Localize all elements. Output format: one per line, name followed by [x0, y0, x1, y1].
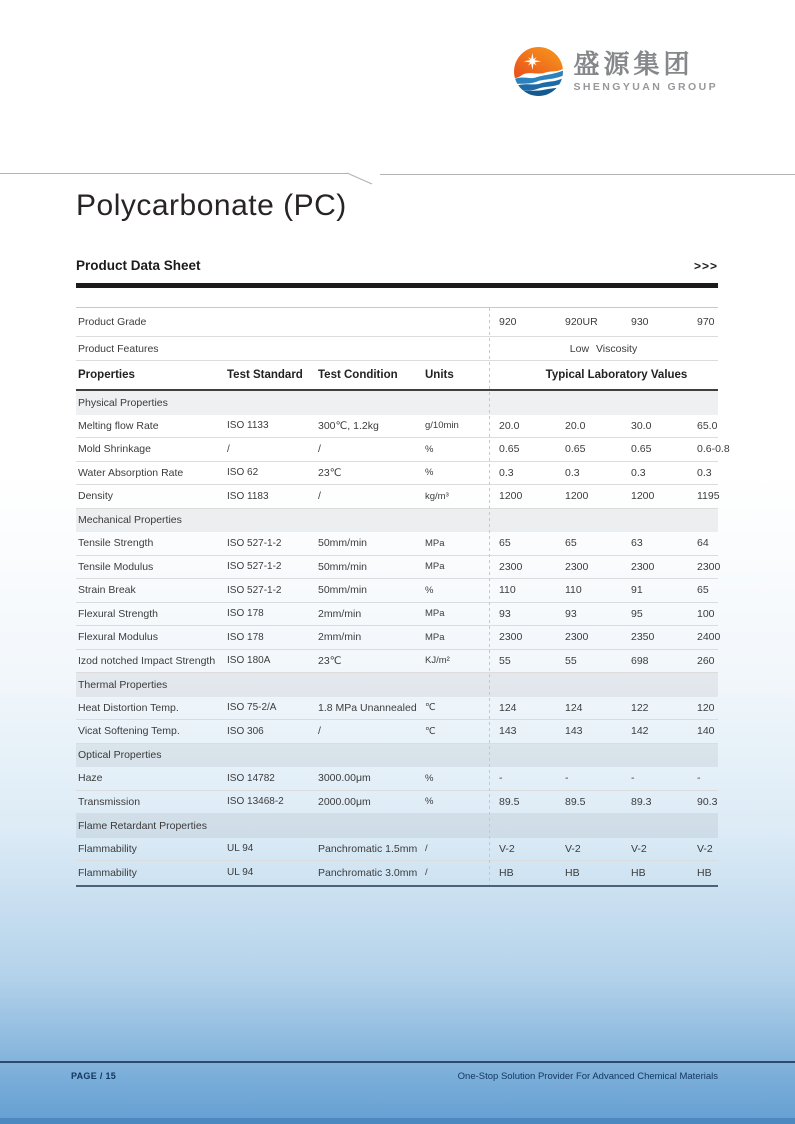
test-condition-cell: /: [318, 443, 321, 456]
grade-value: 930: [631, 316, 649, 328]
value-cell: -: [565, 772, 569, 785]
property-cell: Haze: [78, 772, 103, 785]
test-condition-cell: 23℃: [318, 654, 342, 667]
value-cell: 91: [631, 584, 643, 597]
company-logo: [513, 46, 718, 97]
value-cell: 143: [499, 725, 517, 738]
property-cell: Mold Shrinkage: [78, 443, 151, 456]
values-separator-line: [489, 308, 490, 885]
value-cell: 55: [565, 654, 577, 667]
table-row: [76, 603, 718, 627]
table-row: [76, 791, 718, 815]
property-cell: Flammability: [78, 866, 137, 879]
value-cell: 2300: [499, 631, 523, 644]
col-header-properties: Properties: [78, 369, 135, 381]
property-cell: Water Absorption Rate: [78, 466, 184, 479]
page-number: PAGE / 15: [71, 1071, 117, 1081]
table-row: [76, 556, 721, 580]
units-cell: ℃: [425, 725, 436, 737]
property-cell: Izod notched Impact Strength: [78, 654, 216, 667]
test-standard-cell: UL 94: [227, 867, 254, 879]
test-standard-cell: ISO 1133: [227, 420, 269, 432]
value-cell: 0.65: [499, 443, 520, 456]
data-sheet-table: [76, 307, 730, 887]
property-cell: Tensile Strength: [78, 537, 154, 550]
units-cell: %: [425, 796, 434, 808]
value-cell: 1195: [697, 490, 720, 503]
units-cell: MPa: [425, 537, 445, 549]
value-cell: 89.3: [631, 795, 652, 808]
value-cell: HB: [565, 866, 580, 879]
section-header-row: [76, 391, 718, 415]
table-row: [76, 579, 718, 603]
value-cell: 0.6-0.8: [697, 443, 730, 456]
property-cell: Flexural Strength: [78, 607, 158, 620]
value-cell: 2300: [631, 560, 655, 573]
value-cell: 2300: [697, 560, 721, 573]
footer-rule: [0, 1061, 795, 1063]
product-features-value: Low Viscosity: [569, 342, 638, 355]
section-header-row: [76, 744, 718, 768]
units-cell: kg/m³: [425, 490, 449, 502]
value-cell: 122: [631, 701, 649, 714]
decorative-rule: [0, 167, 795, 189]
table-row: [76, 720, 718, 744]
sheet-subtitle: Product Data Sheet: [76, 258, 201, 273]
value-cell: 143: [565, 725, 583, 738]
test-condition-cell: Panchromatic 3.0mm: [318, 866, 418, 879]
value-cell: 2400: [697, 631, 721, 644]
test-condition-cell: /: [318, 490, 321, 503]
value-cell: -: [499, 772, 503, 785]
test-condition-cell: Panchromatic 1.5mm: [318, 842, 418, 855]
value-cell: 100: [697, 607, 715, 620]
units-cell: MPa: [425, 608, 445, 620]
value-cell: 65: [697, 584, 709, 597]
property-cell: Vicat Softening Temp.: [78, 725, 180, 738]
col-header-test-standard: Test Standard: [227, 369, 303, 381]
test-condition-cell: 300℃, 1.2kg: [318, 419, 379, 432]
sun-wave-globe-icon: [513, 46, 564, 97]
value-cell: 0.65: [565, 443, 586, 456]
value-cell: 2350: [631, 631, 655, 644]
value-cell: 0.3: [565, 466, 580, 479]
value-cell: 0.65: [631, 443, 652, 456]
col-header-units: Units: [425, 369, 454, 381]
footer-tagline: One-Stop Solution Provider For Advanced Chemical Materials: [457, 1071, 718, 1082]
section-title: Mechanical Properties: [78, 514, 182, 527]
value-cell: 93: [499, 607, 511, 620]
test-condition-cell: 50mm/min: [318, 584, 368, 597]
value-cell: 20.0: [499, 419, 520, 432]
units-cell: /: [425, 843, 428, 855]
column-header-row: [76, 361, 718, 391]
units-cell: g/10min: [425, 420, 459, 432]
test-standard-cell: ISO 178: [227, 608, 264, 620]
title-underline-bar: [76, 283, 718, 288]
value-cell: 89.5: [499, 795, 520, 808]
sheet-heading: [76, 258, 718, 273]
grade-value: 920UR: [565, 316, 598, 328]
value-cell: V-2: [565, 842, 581, 855]
logo-english-name: SHENGYUAN GROUP: [573, 81, 718, 94]
value-cell: -: [631, 772, 635, 785]
table-row: [76, 650, 718, 674]
value-cell: 140: [697, 725, 715, 738]
value-cell: 120: [697, 701, 715, 714]
table-row: [76, 861, 718, 885]
section-header-row: [76, 814, 718, 838]
test-standard-cell: ISO 1183: [227, 490, 269, 502]
units-cell: %: [425, 772, 434, 784]
chevrons-mark: >>>: [693, 259, 718, 273]
col-header-test-condition: Test Condition: [318, 369, 398, 381]
section-header-row: [76, 673, 718, 697]
value-cell: 698: [631, 654, 649, 667]
test-condition-cell: 3000.00μm: [318, 772, 371, 785]
value-cell: 20.0: [565, 419, 586, 432]
units-cell: %: [425, 467, 434, 479]
section-header-row: [76, 509, 718, 533]
test-standard-cell: ISO 180A: [227, 655, 271, 667]
section-title: Flame Retardant Properties: [78, 819, 207, 832]
test-condition-cell: 50mm/min: [318, 560, 368, 573]
value-cell: 30.0: [631, 419, 652, 432]
table-row: [76, 626, 721, 650]
test-standard-cell: UL 94: [227, 843, 254, 855]
value-cell: 142: [631, 725, 649, 738]
value-cell: 2300: [565, 631, 589, 644]
test-condition-cell: 2mm/min: [318, 631, 362, 644]
grade-value: 920: [499, 316, 517, 328]
value-cell: 95: [631, 607, 643, 620]
property-cell: Heat Distortion Temp.: [78, 701, 179, 714]
value-cell: 1200: [499, 490, 523, 503]
table-row: [76, 438, 730, 462]
col-header-typical-values: Typical Laboratory Values: [545, 369, 688, 381]
table-row: [76, 838, 718, 862]
units-cell: ℃: [425, 702, 436, 714]
property-cell: Flexural Modulus: [78, 631, 158, 644]
property-cell: Melting flow Rate: [78, 419, 159, 432]
value-cell: HB: [697, 866, 712, 879]
units-cell: KJ/m²: [425, 655, 450, 667]
table-row: [76, 532, 718, 556]
logo-chinese-name: 盛源集团: [573, 48, 694, 79]
test-condition-cell: 1.8 MPa Unannealed: [318, 701, 417, 714]
product-grade-label: Product Grade: [78, 316, 147, 328]
value-cell: 110: [565, 584, 582, 597]
value-cell: 260: [697, 654, 715, 667]
value-cell: 124: [499, 701, 517, 714]
value-cell: 0.3: [631, 466, 646, 479]
value-cell: 90.3: [697, 795, 718, 808]
test-standard-cell: ISO 306: [227, 725, 264, 737]
test-standard-cell: ISO 527-1-2: [227, 584, 282, 596]
test-condition-cell: /: [318, 725, 321, 738]
table-row: [76, 462, 718, 486]
test-condition-cell: 2000.00μm: [318, 795, 371, 808]
bottom-edge-band: [0, 1118, 795, 1124]
property-cell: Density: [78, 490, 114, 503]
value-cell: 55: [499, 654, 511, 667]
test-condition-cell: 2mm/min: [318, 607, 362, 620]
section-title: Physical Properties: [78, 396, 168, 409]
table-row: [76, 415, 718, 439]
value-cell: 124: [565, 701, 583, 714]
test-standard-cell: ISO 62: [227, 467, 259, 479]
value-cell: -: [697, 772, 701, 785]
property-cell: Transmission: [78, 795, 141, 808]
test-standard-cell: ISO 527-1-2: [227, 537, 282, 549]
table-body: [76, 391, 730, 885]
value-cell: 2300: [499, 560, 523, 573]
table-row: [76, 697, 718, 721]
value-cell: 65.0: [697, 419, 718, 432]
table-row: [76, 767, 718, 791]
units-cell: /: [425, 867, 428, 879]
section-title: Optical Properties: [78, 749, 162, 762]
test-standard-cell: ISO 527-1-2: [227, 561, 282, 573]
property-cell: Flammability: [78, 842, 137, 855]
test-standard-cell: ISO 13468-2: [227, 796, 284, 808]
value-cell: 64: [697, 537, 709, 550]
test-standard-cell: ISO 178: [227, 631, 264, 643]
value-cell: 65: [499, 537, 511, 550]
product-grade-row: [76, 308, 718, 337]
units-cell: %: [425, 443, 434, 455]
value-cell: HB: [631, 866, 646, 879]
value-cell: 110: [499, 584, 516, 597]
property-cell: Tensile Modulus: [78, 560, 154, 573]
value-cell: 0.3: [499, 466, 514, 479]
units-cell: MPa: [425, 631, 445, 643]
value-cell: V-2: [697, 842, 713, 855]
product-features-label: Product Features: [78, 342, 159, 355]
value-cell: 0.3: [697, 466, 712, 479]
test-standard-cell: ISO 14782: [227, 772, 275, 784]
value-cell: 1200: [631, 490, 655, 503]
value-cell: V-2: [631, 842, 647, 855]
value-cell: 93: [565, 607, 577, 620]
value-cell: HB: [499, 866, 514, 879]
value-cell: V-2: [499, 842, 515, 855]
table-row: [76, 485, 718, 509]
units-cell: MPa: [425, 561, 445, 573]
grade-value: 970: [697, 316, 715, 328]
product-features-row: [76, 337, 718, 361]
value-cell: 89.5: [565, 795, 586, 808]
units-cell: %: [425, 584, 434, 596]
test-standard-cell: /: [227, 443, 230, 455]
test-condition-cell: 50mm/min: [318, 537, 368, 550]
logo-text: [573, 50, 718, 94]
value-cell: 2300: [565, 560, 589, 573]
value-cell: 1200: [565, 490, 589, 503]
page-title: Polycarbonate (PC): [76, 189, 347, 222]
test-condition-cell: 23℃: [318, 466, 342, 479]
value-cell: 63: [631, 537, 643, 550]
test-standard-cell: ISO 75-2/A: [227, 702, 277, 714]
section-title: Thermal Properties: [78, 678, 168, 691]
property-cell: Strain Break: [78, 584, 136, 597]
value-cell: 65: [565, 537, 577, 550]
